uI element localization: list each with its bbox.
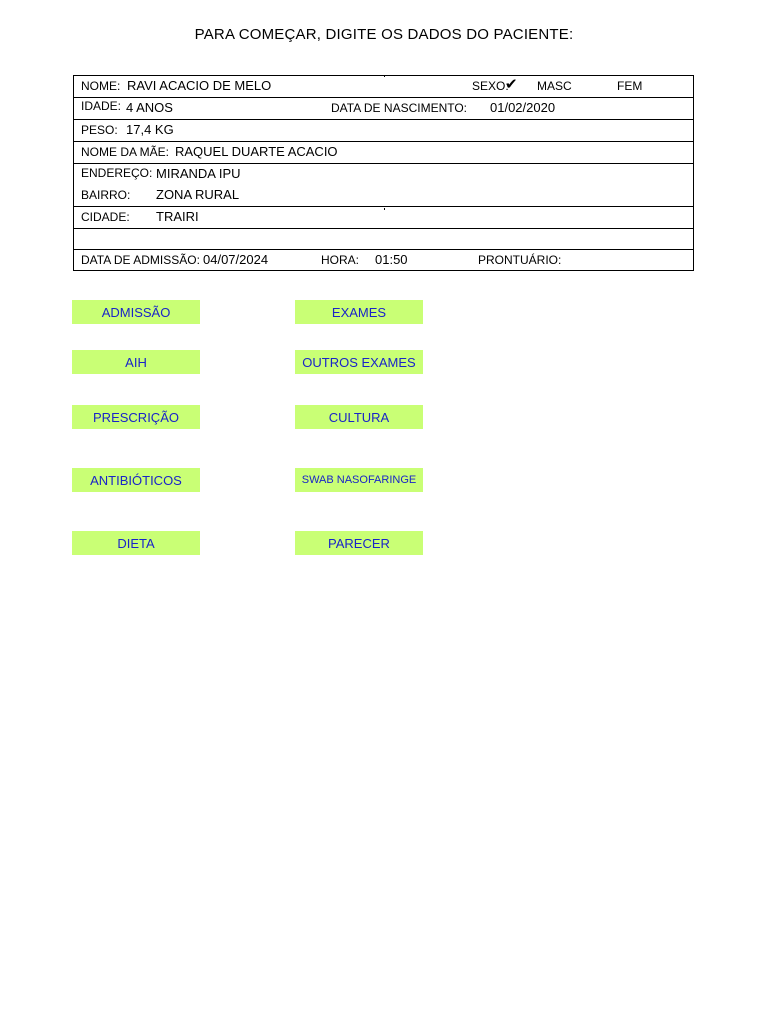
fem-option[interactable]: FEM [617, 79, 643, 93]
nome-field[interactable]: RAVI ACACIO DE MELO [127, 78, 272, 93]
parecer-button[interactable]: PARECER [295, 531, 423, 555]
row-idade [74, 98, 693, 120]
peso-field[interactable]: 17,4 KG [126, 122, 174, 137]
admissao-button[interactable]: ADMISSÃO [72, 300, 200, 324]
sexo-label: SEXO: [472, 79, 509, 93]
antibioticos-button[interactable]: ANTIBIÓTICOS [72, 468, 200, 492]
row-peso [74, 120, 693, 142]
idade-label: IDADE: [81, 99, 122, 113]
peso-label: PESO: [81, 123, 118, 137]
cidade-label: CIDADE: [81, 210, 130, 224]
masc-option[interactable]: MASC [537, 79, 572, 93]
bairro-label: BAIRRO: [81, 188, 131, 202]
hora-label: HORA: [321, 253, 360, 267]
prontuario-label: PRONTUÁRIO: [478, 253, 562, 267]
row-cidade [74, 207, 693, 229]
outros-exames-button[interactable]: OUTROS EXAMES [295, 350, 423, 374]
hora-field[interactable]: 01:50 [375, 252, 408, 267]
row-nome [74, 76, 693, 98]
cultura-button[interactable]: CULTURA [295, 405, 423, 429]
mae-label: NOME DA MÃE: [81, 145, 170, 159]
row-endereco [74, 164, 693, 207]
cidade-field[interactable]: TRAIRI [156, 209, 199, 224]
idade-field[interactable]: 4 ANOS [126, 100, 173, 115]
admissao-label: DATA DE ADMISSÃO: [81, 253, 200, 267]
nascimento-field[interactable]: 01/02/2020 [490, 100, 556, 115]
page-title: PARA COMEÇAR, DIGITE OS DADOS DO PACIENTE: [194, 26, 574, 43]
bairro-field[interactable]: ZONA RURAL [156, 187, 240, 202]
cell-divider-mark [384, 75, 385, 77]
mae-field[interactable]: RAQUEL DUARTE ACACIO [175, 144, 338, 159]
dieta-button[interactable]: DIETA [72, 531, 200, 555]
sexo-checkmark[interactable]: ✔ [505, 76, 518, 93]
aih-button[interactable]: AIH [72, 350, 200, 374]
nome-label: NOME: [81, 79, 121, 93]
swab-nasofaringe-button[interactable]: SWAB NASOFARINGE [295, 468, 423, 492]
row-admissao [74, 250, 693, 271]
prescricao-button[interactable]: PRESCRIÇÃO [72, 405, 200, 429]
endereco-field[interactable]: MIRANDA IPU [156, 166, 241, 181]
endereco-label: ENDEREÇO: [81, 166, 153, 180]
patient-form [73, 75, 694, 271]
nascimento-label: DATA DE NASCIMENTO: [331, 101, 468, 115]
cell-divider-mark [384, 208, 385, 210]
row-empty[interactable] [74, 229, 693, 250]
admissao-field[interactable]: 04/07/2024 [203, 252, 269, 267]
row-mae [74, 142, 693, 164]
exames-button[interactable]: EXAMES [295, 300, 423, 324]
